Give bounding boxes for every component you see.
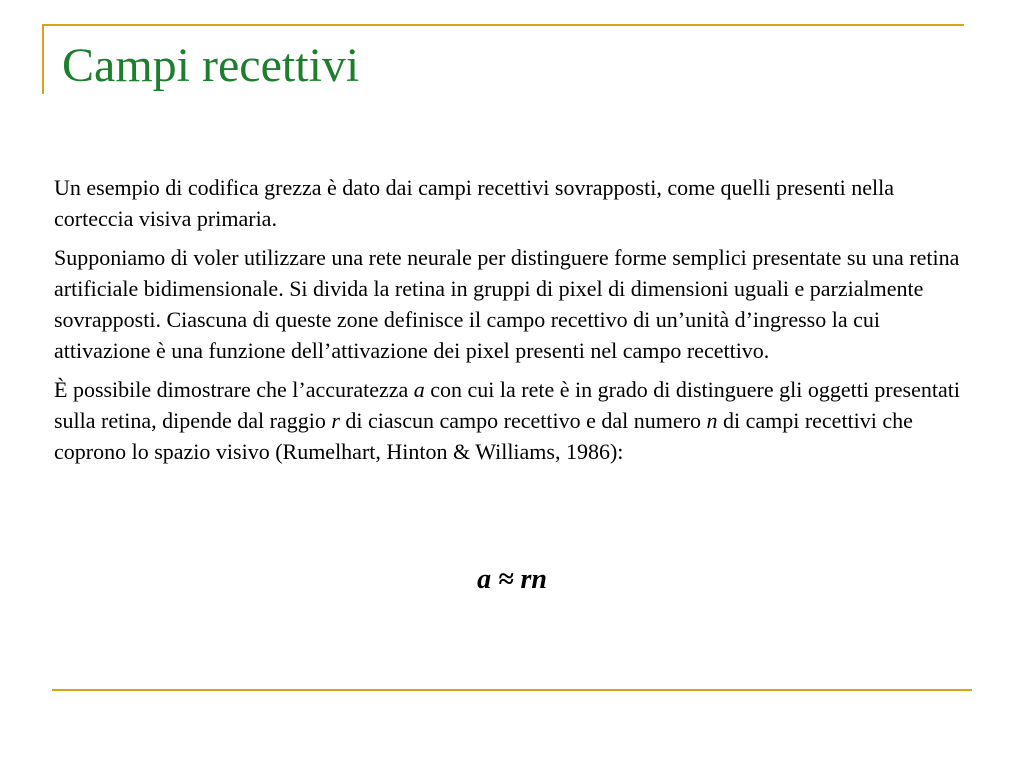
variable-a: a <box>413 377 425 402</box>
slide-body <box>54 172 964 475</box>
top-border-line <box>42 24 964 26</box>
paragraph-intro: Un esempio di codifica grezza è dato dai campi recettivi sovrapposti, come quelli presenti nella corteccia visiva primaria. <box>54 175 894 231</box>
variable-r: r <box>331 408 340 433</box>
accuracy-text-2: con cui la rete è in grado di distinguere gli oggetti presentati sulla retina, dipende dal raggio <box>54 377 960 433</box>
slide-title: Campi recettivi <box>62 39 360 92</box>
bottom-border-line <box>52 689 972 691</box>
paragraph-accuracy <box>54 374 964 467</box>
formula: a ≈ rn <box>477 564 547 595</box>
variable-n: n <box>706 408 718 433</box>
paragraph-retina: Supponiamo di voler utilizzare una rete neurale per distinguere forme semplici presentate su una retina artificiale bidimensionale. Si divida la retina in gruppi di pixel di dimensioni uguali e parzialmente sovrapposti. Ciascuna di queste zone definisce il campo recettivo di un’unità d’ingresso la cui attivazione è una funzione dell’attivazione dei pixel presenti nel campo recettivo. <box>54 245 960 363</box>
left-border-line <box>42 24 44 94</box>
accuracy-text-3: di ciascun campo recettivo e dal numero <box>339 408 707 433</box>
accuracy-text-1: È possibile dimostrare che l’accuratezza <box>54 377 414 402</box>
accuracy-text-4: di campi recettivi che coprono lo spazio visivo (Rumelhart, Hinton & Williams, 1986): <box>54 408 913 464</box>
